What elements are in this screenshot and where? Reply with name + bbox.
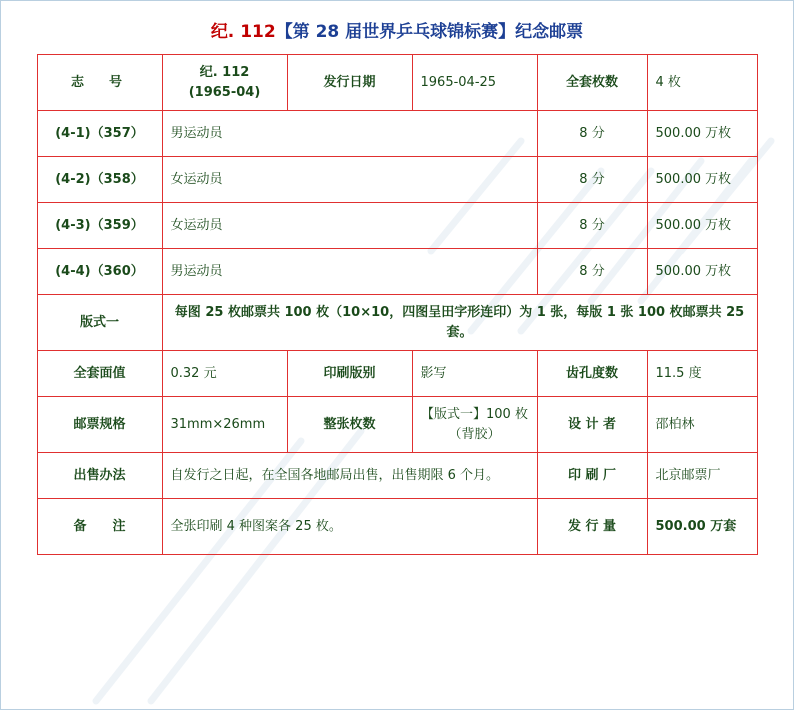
remarks-value: 全张印刷 4 种图案各 25 枚。 [162,499,537,555]
stamp-quantity-4: 500.00 万枚 [647,249,757,295]
stamp-denomination-2: 8 分 [537,157,647,203]
sheet-count-line2: （背胶） [448,426,501,442]
set-count-value: 4 枚 [647,55,757,111]
table-row-header [37,55,757,111]
table-row-remarks [37,499,757,555]
stamp-name-3: 女运动员 [162,203,537,249]
table-row-stamp-1 [37,111,757,157]
table-row-stamp-2 [37,157,757,203]
stamp-denomination-1: 8 分 [537,111,647,157]
code-value-line1: 纪. 112 [199,65,250,80]
table-row-stamp-size [37,397,757,453]
stamp-quantity-1: 500.00 万枚 [647,111,757,157]
label-perforation: 齿孔度数 [537,351,647,397]
stamp-no-2: (4-2)（358） [37,157,162,203]
sheet-count-line1: 【版式一】100 枚 [421,407,528,422]
stamp-size-value: 31mm×26mm [162,397,287,453]
page-title-prefix: 纪. 112 [210,22,276,42]
label-face-value: 全套面值 [37,351,162,397]
code-value-line2: (1965-04) [188,84,261,100]
label-sheet-count: 整张枚数 [287,397,412,453]
label-printer: 印 刷 厂 [537,453,647,499]
code-value [162,55,287,111]
stamp-name-1: 男运动员 [162,111,537,157]
stamp-no-3: (4-3)（359） [37,203,162,249]
sheet-count-value [412,397,537,453]
table-row-stamp-3 [37,203,757,249]
label-stamp-size: 邮票规格 [37,397,162,453]
issue-volume-value: 500.00 万套 [647,499,757,555]
stamp-name-4: 男运动员 [162,249,537,295]
table-row-sale-method [37,453,757,499]
issue-date-value: 1965-04-25 [412,55,537,111]
designer-value: 邵柏林 [647,397,757,453]
stamp-name-2: 女运动员 [162,157,537,203]
table-row-stamp-4 [37,249,757,295]
page-title [1,1,793,54]
label-issue-volume: 发 行 量 [537,499,647,555]
stamp-no-1: (4-1)（357） [37,111,162,157]
label-designer: 设 计 者 [537,397,647,453]
stamp-quantity-3: 500.00 万枚 [647,203,757,249]
stamp-quantity-2: 500.00 万枚 [647,157,757,203]
page-title-main: 【第 28 届世界乒乓球锦标赛】纪念邮票 [275,22,584,42]
table-row-format [37,295,757,351]
stamp-denomination-4: 8 分 [537,249,647,295]
sale-method-value: 自发行之日起，在全国各地邮局出售，出售期限 6 个月。 [162,453,537,499]
label-code: 志 号 [37,55,162,111]
stamp-denomination-3: 8 分 [537,203,647,249]
stamp-info-table [37,54,758,555]
label-print-type: 印刷版别 [287,351,412,397]
label-set-count: 全套枚数 [537,55,647,111]
label-format: 版式一 [37,295,162,351]
printer-value: 北京邮票厂 [647,453,757,499]
label-issue-date: 发行日期 [287,55,412,111]
format-value: 每图 25 枚邮票共 100 枚（10×10，四图呈田字形连印）为 1 张，每版 1 张 100 枚邮票共 25 套。 [162,295,757,351]
table-row-face-value [37,351,757,397]
label-remarks: 备 注 [37,499,162,555]
stamp-no-4: (4-4)（360） [37,249,162,295]
face-value: 0.32 元 [162,351,287,397]
print-type-value: 影写 [412,351,537,397]
label-sale-method: 出售办法 [37,453,162,499]
perforation-value: 11.5 度 [647,351,757,397]
